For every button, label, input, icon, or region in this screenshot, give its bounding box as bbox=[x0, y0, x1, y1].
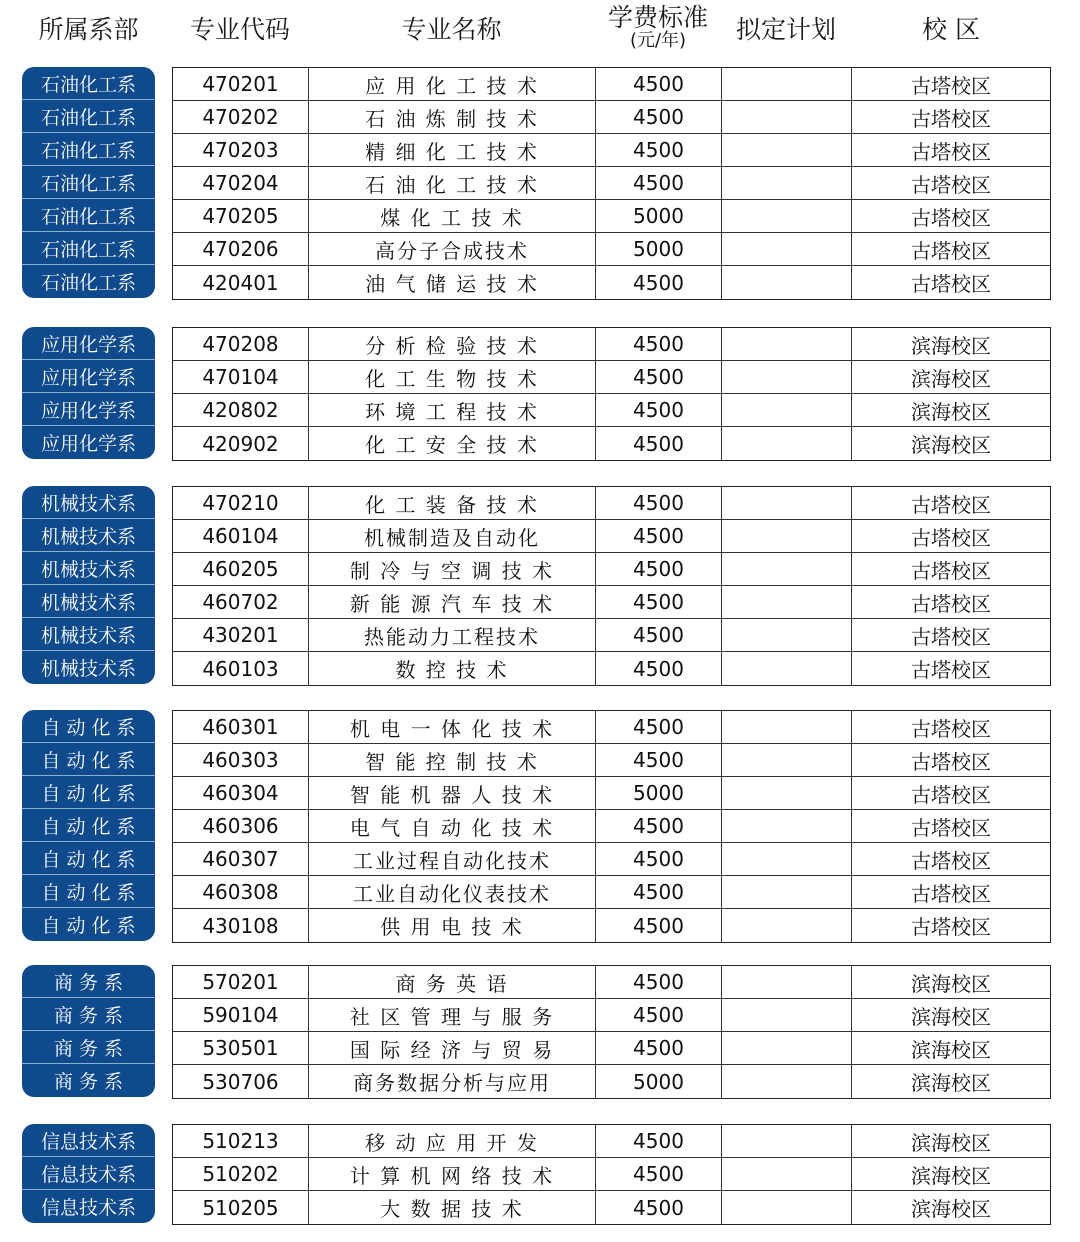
dept-label: 机械技术系 bbox=[22, 519, 155, 552]
tuition-fee: 5000 bbox=[596, 200, 722, 232]
major-table bbox=[172, 67, 1051, 300]
major-name: 石 油 化 工 技 术 bbox=[309, 167, 596, 199]
major-name: 商务数据分析与应用 bbox=[309, 1065, 596, 1098]
major-name: 电 气 自 动 化 技 术 bbox=[309, 810, 596, 842]
major-name: 计 算 机 网 络 技 术 bbox=[309, 1158, 596, 1190]
planned-enrollment bbox=[722, 1191, 852, 1224]
campus: 古塔校区 bbox=[911, 272, 991, 296]
table-row bbox=[173, 266, 1050, 299]
planned-enrollment bbox=[722, 1125, 852, 1157]
planned-enrollment bbox=[722, 134, 852, 166]
table-row bbox=[173, 520, 1050, 553]
major-name: 精 细 化 工 技 术 bbox=[309, 134, 596, 166]
major-name: 热能动力工程技术 bbox=[309, 619, 596, 651]
major-code: 460301 bbox=[173, 711, 309, 743]
dept-column bbox=[22, 486, 155, 684]
campus: 滨海校区 bbox=[911, 1037, 991, 1062]
header-plan: 拟定计划 bbox=[735, 15, 836, 44]
table-row bbox=[173, 167, 1050, 200]
major-code: 470203 bbox=[173, 134, 309, 166]
table-row bbox=[173, 553, 1050, 586]
campus: 滨海校区 bbox=[911, 1004, 991, 1029]
major-name: 社 区 管 理 与 服 务 bbox=[309, 999, 596, 1031]
planned-enrollment bbox=[722, 909, 852, 942]
table-row bbox=[173, 134, 1050, 167]
campus: 古塔校区 bbox=[911, 815, 991, 840]
major-code: 460306 bbox=[173, 810, 309, 842]
major-name: 化 工 生 物 技 术 bbox=[309, 361, 596, 393]
campus: 滨海校区 bbox=[911, 333, 991, 358]
major-code: 460103 bbox=[173, 652, 309, 685]
planned-enrollment bbox=[722, 619, 852, 651]
major-code: 470205 bbox=[173, 200, 309, 232]
major-code: 470104 bbox=[173, 361, 309, 393]
major-name: 大 数 据 技 术 bbox=[309, 1191, 596, 1224]
dept-label: 信息技术系 bbox=[22, 1157, 155, 1190]
major-table bbox=[172, 486, 1051, 686]
tuition-fee: 4500 bbox=[596, 167, 722, 199]
planned-enrollment bbox=[722, 586, 852, 618]
campus: 古塔校区 bbox=[911, 73, 991, 98]
tuition-fee: 4500 bbox=[596, 810, 722, 842]
dept-label: 应用化学系 bbox=[40, 433, 136, 455]
table-row bbox=[173, 586, 1050, 619]
campus: 古塔校区 bbox=[911, 782, 991, 807]
campus: 滨海校区 bbox=[911, 1197, 991, 1221]
tuition-fee: 4500 bbox=[596, 487, 722, 519]
major-name: 智 能 控 制 技 术 bbox=[309, 744, 596, 776]
dept-column bbox=[22, 1124, 155, 1223]
table-row bbox=[173, 101, 1050, 134]
planned-enrollment bbox=[722, 810, 852, 842]
tuition-fee: 4500 bbox=[596, 966, 722, 998]
planned-enrollment bbox=[722, 744, 852, 776]
tuition-fee: 4500 bbox=[596, 361, 722, 393]
dept-label: 石油化工系 bbox=[22, 100, 155, 133]
tuition-fee: 4500 bbox=[596, 586, 722, 618]
major-code: 510202 bbox=[173, 1158, 309, 1190]
planned-enrollment bbox=[722, 361, 852, 393]
campus: 滨海校区 bbox=[911, 971, 991, 996]
campus: 滨海校区 bbox=[911, 433, 991, 457]
dept-label: 机械技术系 bbox=[22, 618, 155, 651]
dept-label: 自 动 化 系 bbox=[22, 743, 155, 776]
major-name: 煤 化 工 技 术 bbox=[309, 200, 596, 232]
table-row bbox=[173, 1065, 1050, 1098]
table-row bbox=[173, 966, 1050, 999]
dept-label: 应用化学系 bbox=[22, 327, 155, 360]
major-name: 供 用 电 技 术 bbox=[309, 909, 596, 942]
tuition-fee: 5000 bbox=[596, 1065, 722, 1098]
dept-column bbox=[22, 327, 155, 459]
planned-enrollment bbox=[722, 101, 852, 133]
tuition-fee: 4500 bbox=[596, 619, 722, 651]
dept-label: 商 务 系 bbox=[22, 965, 155, 998]
campus: 古塔校区 bbox=[911, 624, 991, 649]
major-name: 国 际 经 济 与 贸 易 bbox=[309, 1032, 596, 1064]
campus: 滨海校区 bbox=[911, 399, 991, 424]
major-name: 环 境 工 程 技 术 bbox=[309, 394, 596, 426]
major-code: 460304 bbox=[173, 777, 309, 809]
major-name: 智 能 机 器 人 技 术 bbox=[309, 777, 596, 809]
table-row bbox=[173, 909, 1050, 942]
major-code: 470210 bbox=[173, 487, 309, 519]
dept-label: 石油化工系 bbox=[22, 133, 155, 166]
tuition-fee: 4500 bbox=[596, 1158, 722, 1190]
dept-label: 石油化工系 bbox=[40, 272, 136, 294]
major-code: 530501 bbox=[173, 1032, 309, 1064]
major-name: 机械制造及自动化 bbox=[309, 520, 596, 552]
table-row bbox=[173, 1032, 1050, 1065]
table-row bbox=[173, 876, 1050, 909]
planned-enrollment bbox=[722, 966, 852, 998]
header-code: 专业代码 bbox=[189, 15, 290, 44]
tuition-fee: 4500 bbox=[596, 999, 722, 1031]
major-table bbox=[172, 1124, 1051, 1225]
campus: 古塔校区 bbox=[911, 881, 991, 906]
tuition-fee: 4500 bbox=[596, 427, 722, 460]
dept-label: 商 务 系 bbox=[22, 1031, 155, 1064]
planned-enrollment bbox=[722, 843, 852, 875]
table-row bbox=[173, 68, 1050, 101]
dept-label: 商 务 系 bbox=[53, 1071, 124, 1093]
major-name: 数 控 技 术 bbox=[309, 652, 596, 685]
dept-label: 机械技术系 bbox=[22, 585, 155, 618]
table-row bbox=[173, 999, 1050, 1032]
planned-enrollment bbox=[722, 394, 852, 426]
major-table bbox=[172, 327, 1051, 461]
dept-label: 自 动 化 系 bbox=[22, 842, 155, 875]
dept-label: 石油化工系 bbox=[22, 67, 155, 100]
campus: 滨海校区 bbox=[911, 1071, 991, 1095]
tuition-fee: 4500 bbox=[596, 394, 722, 426]
major-name: 化 工 装 备 技 术 bbox=[309, 487, 596, 519]
table-row bbox=[173, 619, 1050, 652]
major-code: 470208 bbox=[173, 328, 309, 360]
major-code: 430108 bbox=[173, 909, 309, 942]
tuition-fee: 4500 bbox=[596, 328, 722, 360]
major-code: 460205 bbox=[173, 553, 309, 585]
planned-enrollment bbox=[722, 652, 852, 685]
major-code: 460104 bbox=[173, 520, 309, 552]
table-row bbox=[173, 1158, 1050, 1191]
table-row bbox=[173, 487, 1050, 520]
dept-label: 石油化工系 bbox=[22, 166, 155, 199]
tuition-fee: 4500 bbox=[596, 266, 722, 299]
tuition-fee: 4500 bbox=[596, 101, 722, 133]
planned-enrollment bbox=[722, 711, 852, 743]
major-name: 化 工 安 全 技 术 bbox=[309, 427, 596, 460]
dept-label: 机械技术系 bbox=[22, 552, 155, 585]
major-table bbox=[172, 710, 1051, 943]
major-name: 新 能 源 汽 车 技 术 bbox=[309, 586, 596, 618]
campus: 古塔校区 bbox=[911, 205, 991, 230]
table-row bbox=[173, 777, 1050, 810]
major-code: 470201 bbox=[173, 68, 309, 100]
major-code: 420401 bbox=[173, 266, 309, 299]
table-row bbox=[173, 233, 1050, 266]
campus: 古塔校区 bbox=[911, 915, 991, 939]
header-name: 专业名称 bbox=[401, 15, 502, 44]
table-row bbox=[173, 711, 1050, 744]
planned-enrollment bbox=[722, 328, 852, 360]
major-name: 机 电 一 体 化 技 术 bbox=[309, 711, 596, 743]
major-name: 油 气 储 运 技 术 bbox=[309, 266, 596, 299]
table-row bbox=[173, 810, 1050, 843]
dept-label: 信息技术系 bbox=[22, 1124, 155, 1157]
dept-label: 应用化学系 bbox=[22, 360, 155, 393]
major-name: 制 冷 与 空 调 技 术 bbox=[309, 553, 596, 585]
table-row bbox=[173, 200, 1050, 233]
major-name: 工业过程自动化技术 bbox=[309, 843, 596, 875]
major-code: 570201 bbox=[173, 966, 309, 998]
tuition-fee: 5000 bbox=[596, 777, 722, 809]
header-dept: 所属系部 bbox=[38, 15, 139, 44]
table-row bbox=[173, 361, 1050, 394]
campus: 古塔校区 bbox=[911, 558, 991, 583]
planned-enrollment bbox=[722, 200, 852, 232]
planned-enrollment bbox=[722, 1158, 852, 1190]
tuition-fee: 4500 bbox=[596, 843, 722, 875]
planned-enrollment bbox=[722, 487, 852, 519]
major-code: 460308 bbox=[173, 876, 309, 908]
campus: 滨海校区 bbox=[911, 366, 991, 391]
dept-label: 商 务 系 bbox=[22, 998, 155, 1031]
dept-label: 自 动 化 系 bbox=[22, 875, 155, 908]
major-table bbox=[172, 965, 1051, 1099]
tuition-fee: 4500 bbox=[596, 520, 722, 552]
table-row bbox=[173, 652, 1050, 685]
dept-column bbox=[22, 710, 155, 941]
major-code: 530706 bbox=[173, 1065, 309, 1098]
tuition-fee: 4500 bbox=[596, 1032, 722, 1064]
planned-enrollment bbox=[722, 1032, 852, 1064]
dept-label: 自 动 化 系 bbox=[22, 710, 155, 743]
major-code: 460702 bbox=[173, 586, 309, 618]
dept-label: 石油化工系 bbox=[22, 232, 155, 265]
dept-label: 自 动 化 系 bbox=[22, 809, 155, 842]
major-name: 工业自动化仪表技术 bbox=[309, 876, 596, 908]
major-name: 应 用 化 工 技 术 bbox=[309, 68, 596, 100]
major-code: 470202 bbox=[173, 101, 309, 133]
header-campus: 校 区 bbox=[922, 15, 980, 44]
planned-enrollment bbox=[722, 876, 852, 908]
dept-column bbox=[22, 965, 155, 1097]
planned-enrollment bbox=[722, 167, 852, 199]
table-row bbox=[173, 744, 1050, 777]
campus: 古塔校区 bbox=[911, 658, 991, 682]
campus: 古塔校区 bbox=[911, 106, 991, 131]
major-code: 590104 bbox=[173, 999, 309, 1031]
campus: 古塔校区 bbox=[911, 716, 991, 741]
major-name: 分 析 检 验 技 术 bbox=[309, 328, 596, 360]
tuition-fee: 4500 bbox=[596, 744, 722, 776]
planned-enrollment bbox=[722, 1065, 852, 1098]
planned-enrollment bbox=[722, 777, 852, 809]
table-row bbox=[173, 843, 1050, 876]
tuition-fee: 4500 bbox=[596, 876, 722, 908]
major-code: 420902 bbox=[173, 427, 309, 460]
campus: 古塔校区 bbox=[911, 139, 991, 164]
planned-enrollment bbox=[722, 233, 852, 265]
planned-enrollment bbox=[722, 999, 852, 1031]
major-code: 430201 bbox=[173, 619, 309, 651]
major-name: 高分子合成技术 bbox=[309, 233, 596, 265]
tuition-fee: 4500 bbox=[596, 553, 722, 585]
campus: 滨海校区 bbox=[911, 1130, 991, 1155]
campus: 古塔校区 bbox=[911, 591, 991, 616]
dept-label: 自 动 化 系 bbox=[41, 915, 136, 937]
major-code: 460303 bbox=[173, 744, 309, 776]
major-name: 石 油 炼 制 技 术 bbox=[309, 101, 596, 133]
table-row bbox=[173, 394, 1050, 427]
major-code: 470204 bbox=[173, 167, 309, 199]
campus: 古塔校区 bbox=[911, 525, 991, 550]
dept-label: 信息技术系 bbox=[40, 1197, 136, 1219]
major-name: 商 务 英 语 bbox=[309, 966, 596, 998]
major-code: 510213 bbox=[173, 1125, 309, 1157]
major-code: 420802 bbox=[173, 394, 309, 426]
campus: 滨海校区 bbox=[911, 1163, 991, 1188]
major-code: 510205 bbox=[173, 1191, 309, 1224]
dept-label: 机械技术系 bbox=[40, 658, 136, 680]
table-row bbox=[173, 427, 1050, 460]
major-code: 460307 bbox=[173, 843, 309, 875]
dept-label: 应用化学系 bbox=[22, 393, 155, 426]
planned-enrollment bbox=[722, 68, 852, 100]
campus: 古塔校区 bbox=[911, 492, 991, 517]
dept-label: 石油化工系 bbox=[22, 199, 155, 232]
planned-enrollment bbox=[722, 427, 852, 460]
dept-label: 自 动 化 系 bbox=[22, 776, 155, 809]
header-fee-unit: (元/年) bbox=[629, 30, 687, 51]
planned-enrollment bbox=[722, 266, 852, 299]
table-row bbox=[173, 328, 1050, 361]
tuition-fee: 5000 bbox=[596, 233, 722, 265]
dept-label: 机械技术系 bbox=[22, 486, 155, 519]
tuition-fee: 4500 bbox=[596, 68, 722, 100]
table-row bbox=[173, 1125, 1050, 1158]
header-fee bbox=[595, 0, 721, 56]
campus: 古塔校区 bbox=[911, 749, 991, 774]
planned-enrollment bbox=[722, 553, 852, 585]
table-row bbox=[173, 1191, 1050, 1224]
tuition-fee: 4500 bbox=[596, 1191, 722, 1224]
tuition-fee: 4500 bbox=[596, 134, 722, 166]
header-fee-title: 学费标准 bbox=[607, 3, 708, 32]
campus: 古塔校区 bbox=[911, 172, 991, 197]
campus: 古塔校区 bbox=[911, 238, 991, 263]
tuition-fee: 4500 bbox=[596, 1125, 722, 1157]
tuition-fee: 4500 bbox=[596, 711, 722, 743]
tuition-fee: 4500 bbox=[596, 652, 722, 685]
tuition-fee: 4500 bbox=[596, 909, 722, 942]
dept-column bbox=[22, 67, 155, 298]
planned-enrollment bbox=[722, 520, 852, 552]
campus: 古塔校区 bbox=[911, 848, 991, 873]
major-code: 470206 bbox=[173, 233, 309, 265]
major-name: 移 动 应 用 开 发 bbox=[309, 1125, 596, 1157]
